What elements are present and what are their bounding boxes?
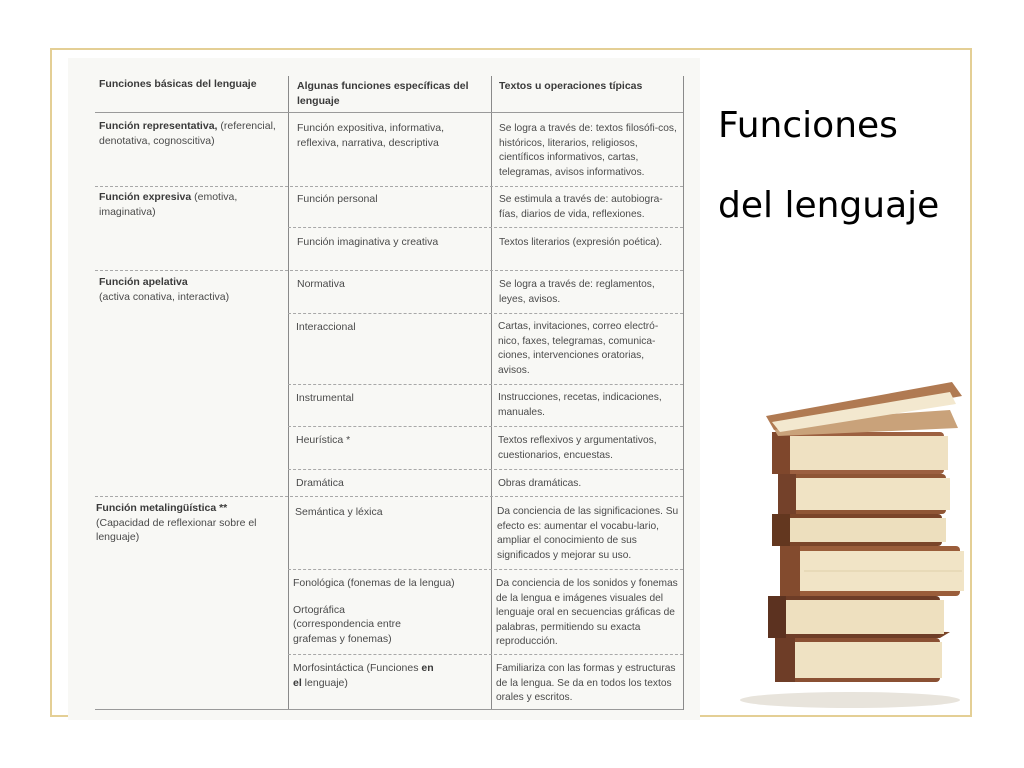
specific-function-morfosintactica [293,661,443,690]
specific-function-cell: Interaccional [296,321,356,333]
book-4 [780,546,964,596]
specific-function-cell: Instrumental [296,392,354,404]
specific-function-cell: Normativa [297,278,345,290]
typical-texts-cell: Instrucciones, recetas, indicaciones, manuales. [498,392,662,418]
typical-texts-cell: Familiariza con las formas y estructuras de la lengua. Se da en todos los textos orales y escritos. [496,663,676,703]
basic-function-desc: (activa conativa, interactiva) [99,290,230,303]
basic-function-name: Función representativa, [99,120,218,132]
book-5 [768,596,944,638]
header-typical-texts: Textos u operaciones típicas [499,80,643,92]
specific-function-text: lenguaje) [301,676,348,689]
title-line-1: Funciones [718,105,898,146]
specific-function-emphasis: en el [293,662,434,689]
header-specific-functions: Algunas funciones específicas del lenguaje [297,80,469,107]
typical-texts-cell: Textos literarios (expresión poética). [499,237,663,248]
specific-function-cell: Semántica y léxica [295,506,383,518]
typical-texts-cell: Se logra a través de: textos filosófi-cos, históricos, literarios, religiosos, científicos informativos, cartas, telegramas, avisos informativos. [499,123,677,178]
typical-texts-cell: Da conciencia de los sonidos y fonemas de la lengua e imágenes visuales del lenguaje oral en secuencias gráficas de palabras, permitiendo su exacta reproducción. [496,578,678,647]
specific-function-cell: Heurística * [296,434,351,446]
basic-function-metalinguistica [96,501,284,545]
specific-function-cell [293,576,483,646]
book-stack-icon [700,370,980,710]
basic-function-representativa [99,119,284,148]
basic-function-desc: (emotiva, imaginativa) [99,191,238,218]
basic-function-desc: (referencial, denotativa, cognoscitiva) [99,120,276,147]
typical-texts-cell: Textos reflexivos y argumentativos, cuestionarios, encuestas. [498,435,657,461]
specific-function-text: Morfosintáctica (Funciones [293,662,422,674]
specific-function-cell: Función expositiva, informativa, reflexiva, narrativa, descriptiva [297,122,445,149]
typical-texts-cell: Da conciencia de las significaciones. Su efecto es: aumentar el vocabu-lario, ampliar el conocimiento de sus significados y mejorar su uso. [497,506,679,561]
typical-texts-cell: Cartas, invitaciones, correo electró-nico, faxes, telegramas, comunica-ciones, intervenciones oratorias, avisos. [498,321,659,376]
specific-function-cell: Función personal [297,193,378,205]
basic-function-name: Función metalingüística ** [96,502,228,514]
specific-function-ortografica: Ortográfica (correspondencia entre grafemas y fonemas) [293,603,401,645]
basic-function-expresiva [99,190,284,219]
book-shadow [740,692,960,708]
specific-function-cell: Función imaginativa y creativa [297,236,439,248]
book-3 [772,514,946,546]
basic-function-name: Función expresiva [99,191,192,203]
basic-function-name: Función apelativa [99,276,188,288]
specific-function-cell: Dramática [296,477,344,489]
typical-texts-cell: Se logra a través de: reglamentos, leyes, avisos. [499,279,655,305]
book-1 [772,432,948,474]
basic-function-desc: (Capacidad de reflexionar sobre el lenguaje) [96,516,257,543]
header-basic-functions: Funciones básicas del lenguaje [99,78,257,90]
title-line-2: del lenguaje [718,185,940,226]
slide-title [718,86,968,246]
book-2 [778,474,950,514]
typical-texts-cell: Obras dramáticas. [498,478,582,489]
basic-function-apelativa [99,275,284,304]
specific-function-fonologica: Fonológica (fonemas de la lengua) [293,577,455,589]
typical-texts-cell: Se estimula a través de: autobiogra-fías, diarios de vida, reflexiones. [499,194,663,220]
book-top-open [766,382,962,436]
